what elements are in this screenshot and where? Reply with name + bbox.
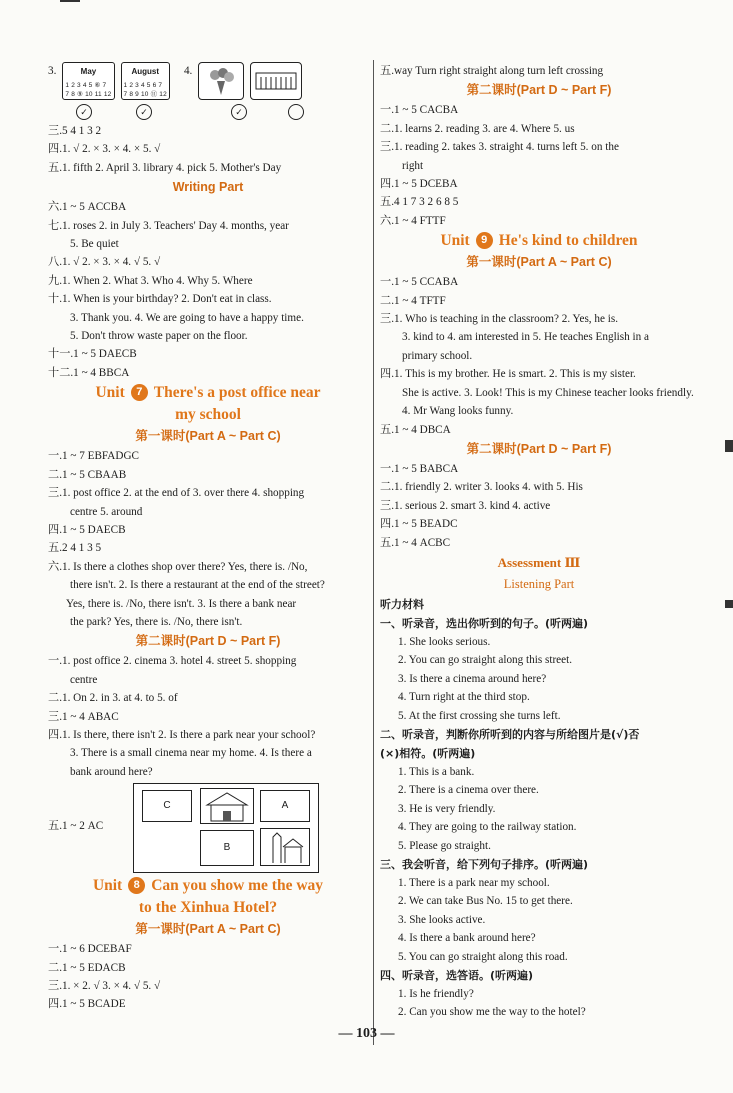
unit-7-title-line2: my school — [175, 406, 241, 424]
answer-line: 二.1. friendly 2. writer 3. looks 4. with 5. His — [380, 481, 583, 494]
answer-line: 四.1 ~ 5 BEADC — [380, 518, 458, 531]
answer-line: bank around here? — [70, 765, 153, 778]
edge-mark — [725, 440, 733, 452]
answer-line: 一.1 ~ 6 DCEBAF — [48, 943, 132, 956]
listening-item: 5. At the first crossing she turns left. — [398, 709, 561, 722]
listening-item: 3. Is there a cinema around here? — [398, 672, 547, 685]
answer-line: 4. Mr Wang looks funny. — [402, 405, 514, 418]
listening-section-heading: 四、听录音，选答语。(听两遍) — [380, 969, 534, 983]
answer-line: 三.1. Who is teaching in the classroom? 2. Yes, he is. — [380, 313, 619, 326]
answer-line: there isn't. 2. Is there a restaurant at the end of the street? — [70, 579, 325, 592]
listening-section-heading: 二、听录音，判断你所听到的内容与所给图片是(√)否 — [380, 727, 640, 741]
check-circle-icon: ✓ — [76, 104, 92, 120]
map-grid — [133, 783, 319, 873]
listening-section-heading: (×)相符。(听两遍) — [380, 746, 476, 760]
check-circle-icon: ✓ — [136, 104, 152, 120]
answer-line: 一.1 ~ 5 CCABA — [380, 276, 459, 289]
answer-line: 二.1. learns 2. reading 3. are 4. Where 5. us — [380, 122, 575, 135]
answer-line: 五.1 ~ 4 DBCA — [380, 423, 451, 436]
left-column — [48, 62, 368, 1014]
answer-line: 四.1. This is my brother. He is smart. 2. This is my sister. — [380, 368, 636, 381]
q5-map-row — [48, 781, 368, 875]
answer-line: 二.1 ~ 4 TFTF — [380, 294, 446, 307]
listening-item: 3. She looks active. — [398, 913, 486, 926]
q3-q4-row — [48, 62, 368, 104]
listening-item: 2. Can you show me the way to the hotel? — [398, 1006, 586, 1019]
listening-item: 2. You can go straight along this street. — [398, 654, 573, 667]
piano-keyboard-icon — [250, 62, 302, 100]
answer-line: 一.1. post office 2. cinema 3. hotel 4. street 5. shopping — [48, 655, 297, 668]
listening-item: 5. You can go straight along this road. — [398, 950, 568, 963]
answer-line: 四.1 ~ 5 DCEBA — [380, 178, 458, 191]
check-circle-icon: ✓ — [231, 104, 247, 120]
answer-line: 七.1. roses 2. in July 3. Teachers' Day 4. months, year — [48, 219, 289, 232]
answer-line: 二.1 ~ 5 EDACB — [48, 961, 126, 974]
answer-line: 五.2 4 1 3 5 — [48, 542, 102, 555]
answer-line: 三.1. × 2. √ 3. × 4. √ 5. √ — [48, 980, 161, 992]
answer-line: She is active. 3. Look! This is my Chinese teacher looks friendly. — [402, 386, 694, 399]
listening-item: 1. This is a bank. — [398, 765, 475, 778]
column-divider — [373, 60, 374, 1045]
unit-number-badge: 9 — [476, 232, 493, 249]
answer-line: 九.1. When 2. What 3. Who 4. Why 5. Where — [48, 274, 253, 287]
listening-item: 1. Is he friendly? — [398, 988, 474, 1001]
circle-marks-row — [48, 104, 368, 122]
answer-line: 5. Be quiet — [70, 238, 119, 251]
answer-line: centre 5. around — [70, 505, 143, 518]
listening-item: 4. Is there a bank around here? — [398, 932, 536, 945]
listening-item: 4. Turn right at the third stop. — [398, 691, 530, 704]
listening-item: 2. There is a cinema over there. — [398, 784, 539, 797]
answer-line: 四.1 ~ 5 BCADE — [48, 998, 126, 1011]
answer-line: 五.4 1 7 3 2 6 8 5 — [380, 196, 459, 209]
answer-line: 3. Thank you. 4. We are going to have a happy time. — [70, 311, 304, 324]
answer-line: 三.5 4 1 3 2 — [48, 125, 102, 137]
map-cell-b: B — [200, 830, 254, 866]
answer-line: centre — [70, 673, 98, 686]
calendar-row: 1 2 3 4 5 ⑥ 7 — [65, 82, 107, 90]
lesson-heading: 第一课时(Part A ~ Part C) — [466, 255, 612, 270]
answer-line: 5. Don't throw waste paper on the floor. — [70, 330, 248, 343]
answer-line: 十一.1 ~ 5 DAECB — [48, 348, 137, 361]
answer-line: 六.1 ~ 5 ACCBA — [48, 201, 127, 214]
answer-line: 五.1 ~ 4 ACBC — [380, 536, 451, 549]
lesson-heading: 第一课时(Part A ~ Part C) — [135, 429, 281, 444]
calendar-row: 7 8 9 10 ⑪ 12 — [123, 91, 167, 99]
answer-line: primary school. — [402, 349, 473, 362]
calendar-row: 7 8 ⑨ 10 11 12 — [65, 91, 112, 99]
calendar-title: August — [131, 67, 159, 76]
listening-item: 3. He is very friendly. — [398, 802, 496, 815]
material-heading: 听力材料 — [380, 597, 424, 611]
calendar-august — [121, 62, 170, 100]
answer-line: 一.1 ~ 7 EBFADGC — [48, 450, 140, 463]
unit-7-title: Unit 7 There's a post office near — [95, 384, 321, 402]
unit-8-title: Unit 8 Can you show me the way — [92, 877, 324, 895]
answer-line: 三.1. post office 2. at the end of 3. over there 4. shopping — [48, 487, 305, 500]
lesson-heading: 第一课时(Part A ~ Part C) — [135, 922, 281, 937]
listening-item: 1. There is a park near my school. — [398, 877, 550, 889]
answer-line: 二.1. On 2. in 3. at 4. to 5. of — [48, 692, 178, 705]
listening-part-heading: Listening Part — [503, 576, 575, 591]
school-icon — [200, 788, 254, 824]
answer-line: 五.1. fifth 2. April 3. library 4. pick 5. Mother's Day — [48, 161, 282, 174]
answer-line: 四.1. √ 2. × 3. × 4. × 5. √ — [48, 143, 161, 156]
page-number: — 103 — — [338, 1026, 395, 1041]
answer-line: 五.way Turn right straight along turn left crossing — [380, 65, 604, 77]
answer-line: 六.1. Is there a clothes shop over there? Yes, there is. /No, — [48, 560, 308, 573]
lesson-heading: 第二课时(Part D ~ Part F) — [135, 634, 281, 649]
answer-line: 三.1 ~ 4 ABAC — [48, 710, 119, 723]
unit-8-title-line2: to the Xinhua Hotel? — [138, 899, 278, 917]
section-heading: Writing Part — [172, 180, 244, 195]
empty-circle-icon — [288, 104, 304, 120]
pagoda-icon — [260, 828, 310, 866]
listening-item: 1. She looks serious. — [398, 635, 491, 648]
answer-line: the park? Yes, there is. /No, there isn't. — [70, 615, 243, 628]
flower-bouquet-icon — [198, 62, 244, 100]
answer-line: 二.1 ~ 5 CBAAB — [48, 468, 127, 481]
answer-line: Yes, there is. /No, there isn't. 3. Is there a bank near — [66, 597, 297, 610]
answer-line: 3. There is a small cinema near my home. 4. Is there a — [70, 747, 312, 760]
answer-line: 十二.1 ~ 4 BBCA — [48, 366, 130, 379]
answer-line: 六.1 ~ 4 FTTF — [380, 214, 446, 227]
answer-line: 五.1 ~ 2 AC — [48, 820, 104, 833]
answer-line: 三.1. reading 2. takes 3. straight 4. turns left 5. on the — [380, 141, 619, 154]
answer-line: 十.1. When is your birthday? 2. Don't eat in class. — [48, 293, 272, 306]
calendar-title: May — [80, 67, 97, 76]
calendar-row: 1 2 3 4 5 6 7 — [123, 82, 163, 90]
answer-line: 八.1. √ 2. × 3. × 4. √ 5. √ — [48, 256, 161, 269]
answer-line: right — [402, 159, 424, 172]
edge-mark — [725, 600, 733, 608]
lesson-heading: 第二课时(Part D ~ Part F) — [466, 83, 612, 98]
listening-item: 5. Please go straight. — [398, 839, 491, 852]
unit-number-badge: 8 — [128, 877, 145, 894]
assessment-title: Assessment Ⅲ — [497, 554, 581, 570]
answer-line: 三.1. serious 2. smart 3. kind 4. active — [380, 499, 551, 512]
answer-line: 一.1 ~ 5 BABCA — [380, 462, 459, 475]
answer-line: 四.1. Is there, there isn't 2. Is there a park near your school? — [48, 728, 316, 741]
top-mark — [60, 0, 80, 2]
map-cell-c: C — [142, 790, 192, 822]
answer-line: 四.1 ~ 5 DAECB — [48, 523, 126, 536]
calendar-may — [62, 62, 114, 100]
listening-section-heading: 一、听录音，选出你听到的句子。(听两遍) — [380, 616, 589, 630]
listening-item: 2. We can take Bus No. 15 to get there. — [398, 895, 573, 908]
listening-item: 4. They are going to the railway station. — [398, 821, 577, 834]
lesson-heading: 第二课时(Part D ~ Part F) — [466, 441, 612, 456]
unit-number-badge: 7 — [131, 384, 148, 401]
answer-line: 一.1 ~ 5 CACBA — [380, 104, 459, 117]
q3-number: 3. — [48, 65, 57, 77]
listening-section-heading: 三、我会听音，给下列句子排序。(听两遍) — [380, 858, 589, 871]
answer-line: 3. kind to 4. am interested in 5. He teaches English in a — [402, 331, 649, 344]
q4-number: 4. — [183, 65, 193, 77]
right-column — [380, 62, 698, 1022]
map-cell-a: A — [260, 790, 310, 822]
unit-9-title: Unit 9 He's kind to children — [440, 232, 638, 250]
